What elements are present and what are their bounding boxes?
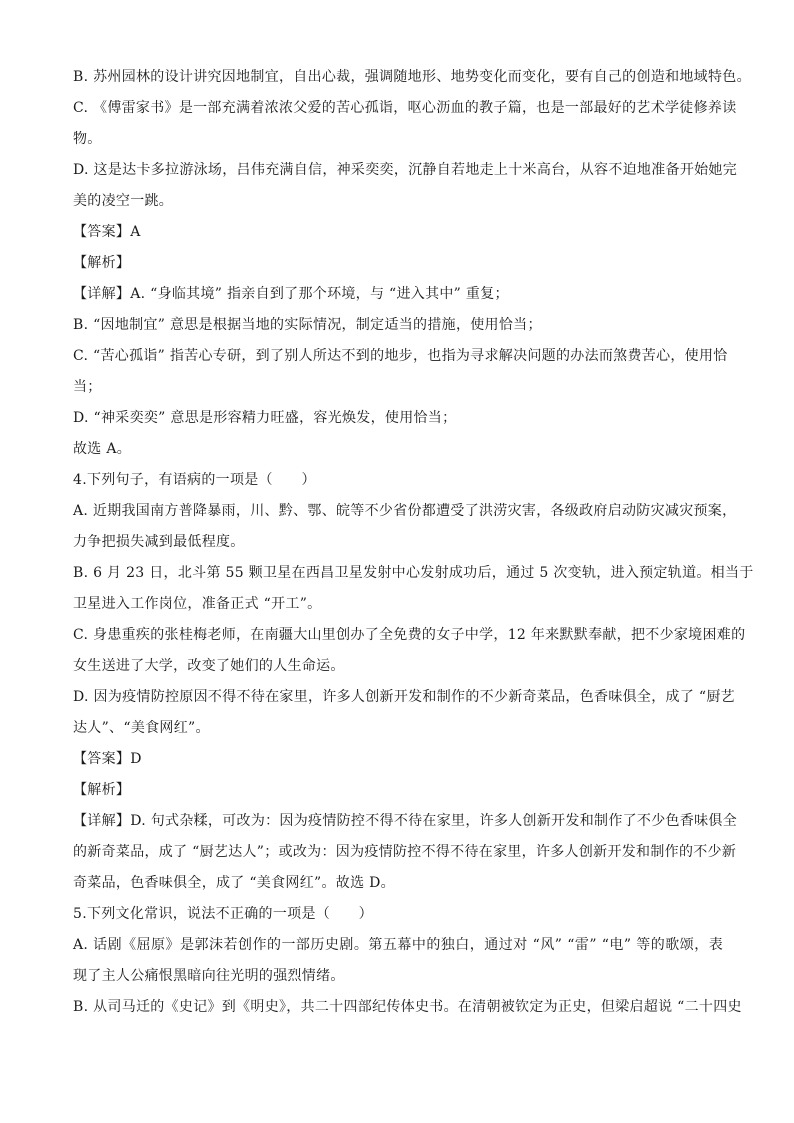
question-4-title: 4.下列句子，有语病的一项是（ ） [73,472,316,488]
explanation-line-c-2: 当； [73,379,102,395]
q4-option-d-line-1: D. 因为疫情防控原因不得不待在家里，许多人创新开发和制作的不少新奇菜品，色香味俱全，成了 “厨艺 [73,689,735,705]
answer-label-q3: 【答案】A [73,224,141,240]
explanation-line-c-1: C. “苦心孤诣” 指苦心专研，到了别人所达不到的地步，也指为寻求解决问题的办法而煞费苦心，使用恰 [73,348,728,364]
q5-option-a-line-1: A. 话剧《屈原》是郭沫若创作的一部历史剧。第五幕中的独白，通过对 “风” “雷” “电” 等的歌颂，表 [73,937,723,953]
answer-label-q4: 【答案】D [73,751,142,767]
q4-explanation-line-1: 【详解】D. 句式杂糅，可改为：因为疫情防控不得不待在家里，许多人创新开发和制作了不少色香味俱全 [73,813,738,829]
explanation-line-a: 【详解】A. “身临其境” 指亲自到了那个环境，与 “进入其中” 重复； [73,286,509,302]
document-body [73,62,754,1023]
q4-explanation-line-2: 的新奇菜品，成了 “厨艺达人”；或改为：因为疫情防控不得不待在家里，许多人创新开发和制作的不少新 [73,844,737,860]
analysis-label-q3: 【解析】 [73,255,131,271]
explanation-line-b: B. “因地制宜” 意思是根据当地的实际情况，制定适当的措施，使用恰当； [73,317,542,333]
option-d-line-1: D. 这是达卡多拉游泳场，吕伟充满自信，神采奕奕，沉静自若地走上十米高台，从容不迫地准备开始她完 [73,162,738,178]
q4-option-d-line-2: 达人”、“美食网红”。 [73,720,210,736]
option-b-line-1: B. 苏州园林的设计讲究因地制宜，自出心裁，强调随地形、地势变化而变化，要有自己的创造和地域特色。 [73,69,751,85]
q4-option-c-line-2: 女生送进了大学，改变了她们的人生命运。 [73,658,345,674]
option-c-line-1: C. 《傅雷家书》是一部充满着浓浓父爱的苦心孤诣，呕心沥血的教子篇，也是一部最好的艺术学徒修养读 [73,100,737,116]
option-c-line-2: 物。 [73,131,102,147]
explanation-line-d: D. “神采奕奕” 意思是形容精力旺盛，容光焕发，使用恰当； [73,410,457,426]
q4-option-a-line-2: 力争把损失减到最低程度。 [73,534,245,550]
q4-explanation-line-3: 奇菜品，色香味俱全，成了 “美食网红”。故选 D。 [73,875,395,891]
question-5-title: 5.下列文化常识，说法不正确的一项是（ ） [73,906,373,922]
q4-option-a-line-1: A. 近期我国南方普降暴雨，川、黔、鄂、皖等不少省份都遭受了洪涝灾害，各级政府启动防灾减灾预案， [73,503,737,519]
q4-option-b-line-2: 卫星进入工作岗位，准备正式 “开工”。 [73,596,322,612]
q4-option-c-line-1: C. 身患重疾的张桂梅老师，在南疆大山里创办了全免费的女子中学，12 年来默默奉献，把不少家境困难的 [73,627,746,643]
analysis-label-q4: 【解析】 [73,782,131,798]
option-d-line-2: 美的凌空一跳。 [73,193,174,209]
q5-option-b-line-1: B. 从司马迁的《史记》到《明史》，共二十四部纪传体史书。在清朝被钦定为正史，但梁启超说 “二十四史 [73,999,742,1015]
q5-option-a-line-2: 现了主人公痛恨黑暗向往光明的强烈情绪。 [73,968,345,984]
conclusion-q3: 故选 A。 [73,441,132,457]
q4-option-b-line-1: B. 6 月 23 日，北斗第 55 颗卫星在西昌卫星发射中心发射成功后，通过 5 次变轨，进入预定轨道。相当于 [73,565,754,581]
